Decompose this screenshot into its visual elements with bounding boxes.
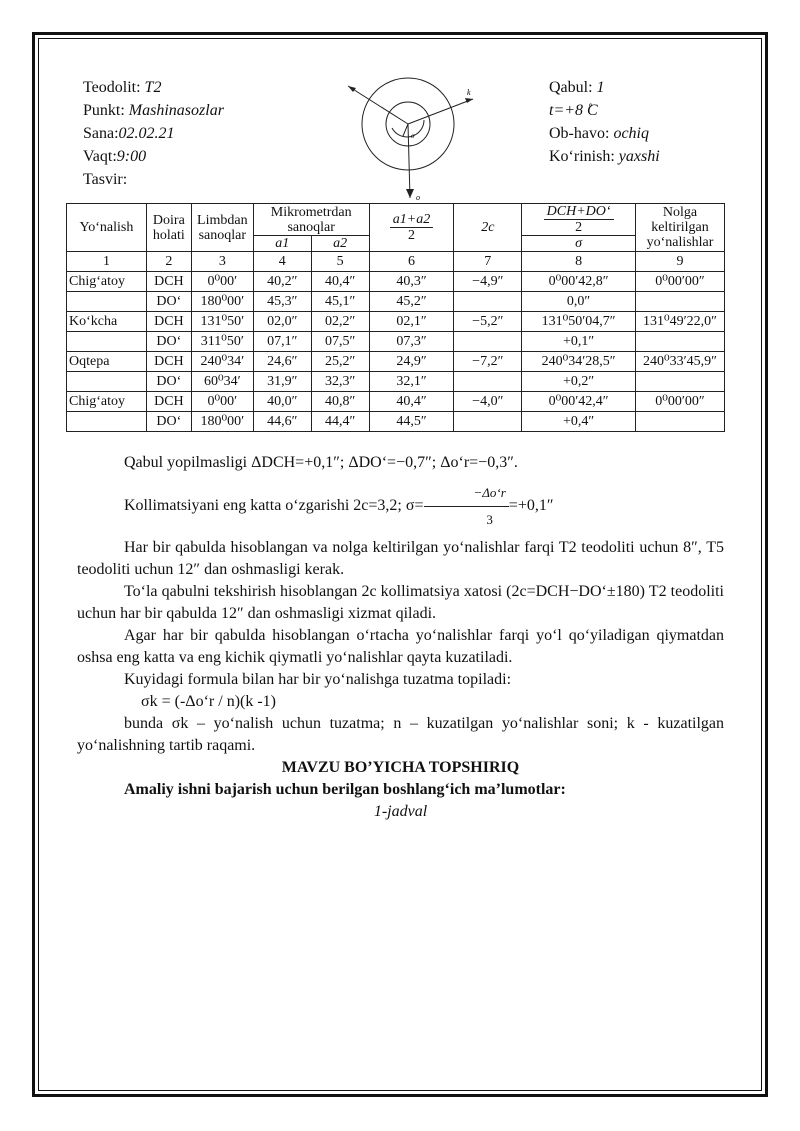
table-cell: 40,2″ bbox=[253, 272, 311, 292]
table-cell: 0⁰00′ bbox=[191, 392, 253, 412]
kollimatsiya-fraction: $\frac{-\Delta o‘r}{3}$ bbox=[424, 480, 509, 533]
table-cell: 180⁰00′ bbox=[191, 412, 253, 432]
table-cell: 131⁰49′22,0″ bbox=[636, 312, 725, 332]
table-cell: 40,4″ bbox=[369, 392, 454, 412]
korinish-line: Ko‘rinish: yaxshi bbox=[549, 148, 660, 165]
header-left bbox=[83, 76, 224, 191]
arrow-2-icon bbox=[465, 98, 473, 103]
table-cell: −4,9″ bbox=[454, 272, 522, 292]
direction-line-2 bbox=[408, 99, 473, 124]
table-cell: Oqtepa bbox=[67, 352, 147, 372]
table-cell: −7,2″ bbox=[454, 352, 522, 372]
table-cell: 0⁰00′42,8″ bbox=[522, 272, 636, 292]
paragraph-2: To‘la qabulni tekshirish hisoblangan 2c kollimatsiya xatosi (2c=DCH−DO‘±180) T2 teodoliti uchun har bir qabulda 12″ dan oshmasligi xizmat qiladi. bbox=[77, 583, 724, 622]
table-cell: 32,1″ bbox=[369, 372, 454, 392]
table-cell: 02,2″ bbox=[311, 312, 369, 332]
table-cell: 44,5″ bbox=[369, 412, 454, 432]
table-body bbox=[67, 252, 725, 432]
table-cell: Chig‘atoy bbox=[67, 272, 147, 292]
table-row bbox=[67, 332, 725, 352]
header-right bbox=[549, 76, 660, 168]
table-cell: 44,6″ bbox=[253, 412, 311, 432]
col-header-doira: Doira holati bbox=[146, 204, 191, 252]
col-header-sigma: σ bbox=[522, 236, 636, 252]
table-cell: 02,0″ bbox=[253, 312, 311, 332]
table-row bbox=[67, 412, 725, 432]
paragraph-4: Kuyidagi formula bilan har bir yo‘nalishga tuzatma topiladi: bbox=[124, 671, 512, 688]
table-cell: 240⁰34′ bbox=[191, 352, 253, 372]
table-cell: 25,2″ bbox=[311, 352, 369, 372]
table-cell: 45,2″ bbox=[369, 292, 454, 312]
sana-value: 02.02.21 bbox=[118, 125, 175, 142]
table-row bbox=[67, 372, 725, 392]
table-cell: DO‘ bbox=[146, 412, 191, 432]
text-body bbox=[77, 452, 724, 823]
obhavo-line: Ob-havo: ochiq bbox=[549, 125, 649, 142]
table-cell bbox=[636, 292, 725, 312]
temperature-value: t=+8 ̊C bbox=[549, 102, 598, 119]
table-cell: 44,4″ bbox=[311, 412, 369, 432]
col-header-limbdan: Limbdan sanoqlar bbox=[191, 204, 253, 252]
label-o: o bbox=[416, 193, 420, 202]
table-cell: DO‘ bbox=[146, 292, 191, 312]
col-header-yonalish: Yo‘nalish bbox=[67, 204, 147, 252]
vaqt-value: 9:00 bbox=[116, 148, 147, 165]
table-cell: 07,1″ bbox=[253, 332, 311, 352]
col-header-mean: $\frac{a1+a2}{2}$ bbox=[369, 204, 454, 252]
table-cell: 180⁰00′ bbox=[191, 292, 253, 312]
table-cell bbox=[636, 412, 725, 432]
table-cell bbox=[454, 292, 522, 312]
vaqt-line: Vaqt:9:00 bbox=[83, 148, 147, 165]
table-cell: 31,9″ bbox=[253, 372, 311, 392]
table-cell: 0⁰00′42,4″ bbox=[522, 392, 636, 412]
teodolit-line: Teodolit: T2 bbox=[83, 79, 162, 96]
table-cell: 40,0″ bbox=[253, 392, 311, 412]
table-cell bbox=[67, 412, 147, 432]
table-cell: 32,3″ bbox=[311, 372, 369, 392]
table-row bbox=[67, 312, 725, 332]
subheading: Amaliy ishni bajarish uchun berilgan boshlang‘ich ma’lumotlar: bbox=[124, 781, 566, 798]
table-cell bbox=[636, 372, 725, 392]
formula: σk = (-Δo‘r / n)(k -1) bbox=[141, 693, 277, 710]
table-cell: DO‘ bbox=[146, 372, 191, 392]
table-cell: 131⁰50′ bbox=[191, 312, 253, 332]
table-cell: 60⁰34′ bbox=[191, 372, 253, 392]
paragraph-5: bunda σk – yo‘nalish uchun tuzatma; n – kuzatilgan yo‘nalishlar soni; k - kuzatilgan yo‘nalishning tartib raqami. bbox=[77, 715, 724, 754]
table-cell: DCH bbox=[146, 272, 191, 292]
col-header-a2: a2 bbox=[311, 236, 369, 252]
direction-line-4 bbox=[403, 124, 408, 136]
table-cell bbox=[454, 332, 522, 352]
paragraph-3: Agar har bir qabulda hisoblangan o‘rtacha yo‘nalishlar farqi yo‘l qo‘yiladigan qiymatdan oshsa eng katta va eng kichik qiymatli yo‘nalishlar qayta kuzatiladi. bbox=[77, 627, 724, 666]
table-cell: −5,2″ bbox=[454, 312, 522, 332]
label-k: k bbox=[467, 88, 471, 97]
table-cell: 311⁰50′ bbox=[191, 332, 253, 352]
direction-line-3 bbox=[408, 124, 410, 198]
table-cell bbox=[454, 412, 522, 432]
tasvir-line: Tasvir: bbox=[83, 171, 128, 188]
col-header-2c: 2c bbox=[454, 204, 522, 252]
table-cell: 45,1″ bbox=[311, 292, 369, 312]
table-row bbox=[67, 292, 725, 312]
arrow-3-icon bbox=[406, 189, 414, 198]
table-cell bbox=[67, 372, 147, 392]
table-cell: Chig‘atoy bbox=[67, 392, 147, 412]
table-cell: 45,3″ bbox=[253, 292, 311, 312]
table-cell: 40,4″ bbox=[311, 272, 369, 292]
qabul-line: Qabul: 1 bbox=[549, 79, 605, 96]
table-row bbox=[67, 392, 725, 412]
observation-table bbox=[66, 203, 725, 432]
table-cell: DCH bbox=[146, 352, 191, 372]
teodolit-value: T2 bbox=[144, 79, 162, 96]
table-cell: 02,1″ bbox=[369, 312, 454, 332]
table-cell: 40,8″ bbox=[311, 392, 369, 412]
table-cell: 07,5″ bbox=[311, 332, 369, 352]
obhavo-value: ochiq bbox=[613, 125, 649, 142]
table-cell: DCH bbox=[146, 392, 191, 412]
table-cell: +0,4″ bbox=[522, 412, 636, 432]
qabul-yopilmasligi: Qabul yopilmasligi ΔDCH=+0,1″; ΔDO‘=−0,7″; Δo‘r=−0,3″. bbox=[124, 454, 518, 471]
table-cell bbox=[67, 292, 147, 312]
korinish-value: yaxshi bbox=[618, 148, 660, 165]
table-cell: +0,2″ bbox=[522, 372, 636, 392]
table-cell: 0⁰00′00″ bbox=[636, 392, 725, 412]
table-cell: Ko‘kcha bbox=[67, 312, 147, 332]
table-cell: 131⁰50′04,7″ bbox=[522, 312, 636, 332]
heading: MAVZU BO’YICHA TOPSHIRIQ bbox=[281, 759, 520, 776]
table-row bbox=[67, 272, 725, 292]
table-cell: DCH bbox=[146, 312, 191, 332]
table-cell: −4,0″ bbox=[454, 392, 522, 412]
table-cell: 40,3″ bbox=[369, 272, 454, 292]
punkt-line: Punkt: Mashinasozlar bbox=[83, 102, 224, 119]
table-cell: 24,6″ bbox=[253, 352, 311, 372]
col-header-dch-do: $\frac{\text{DCH+DO‘}}{2}$ bbox=[522, 204, 636, 236]
jadval-label: 1-jadval bbox=[373, 803, 428, 820]
table-cell: 240⁰33′45,9″ bbox=[636, 352, 725, 372]
kollimatsiya-line: Kollimatsiyani eng katta o‘zgarishi 2c=3,2; σ= $\frac{-\Delta o‘r}{3}$ =+0,1″ bbox=[77, 480, 724, 533]
table-row bbox=[67, 352, 725, 372]
direction-diagram bbox=[340, 76, 490, 204]
table-cell: 240⁰34′28,5″ bbox=[522, 352, 636, 372]
sana-line: Sana:02.02.21 bbox=[83, 125, 175, 142]
table-cell: +0,1″ bbox=[522, 332, 636, 352]
table-cell bbox=[636, 332, 725, 352]
col-header-mikrometrdan: Mikrometrdan sanoqlar bbox=[253, 204, 369, 236]
table-cell: 07,3″ bbox=[369, 332, 454, 352]
index-row: 1 2 3 4 5 6 7 8 9 bbox=[67, 252, 725, 272]
table-cell bbox=[454, 372, 522, 392]
col-header-a1: a1 bbox=[253, 236, 311, 252]
table-cell: 0⁰00′ bbox=[191, 272, 253, 292]
arrow-1-icon bbox=[348, 86, 356, 92]
punkt-value: Mashinasozlar bbox=[128, 102, 224, 119]
direction-line-1 bbox=[348, 86, 408, 124]
table-cell bbox=[67, 332, 147, 352]
table-cell: 0⁰00′00″ bbox=[636, 272, 725, 292]
label-sigma: σ bbox=[411, 132, 415, 140]
table-cell: 0,0″ bbox=[522, 292, 636, 312]
table-cell: 24,9″ bbox=[369, 352, 454, 372]
qabul-value: 1 bbox=[596, 79, 605, 96]
paragraph-1: Har bir qabulda hisoblangan va nolga keltirilgan yo‘nalishlar farqi T2 teodoliti uchun 8″, T5 teodoliti uchun 12″ dan oshmasligi kerak. bbox=[77, 539, 724, 578]
table-cell: DO‘ bbox=[146, 332, 191, 352]
col-header-nolga: Nolga keltirilgan yo‘nalishlar bbox=[636, 204, 725, 252]
